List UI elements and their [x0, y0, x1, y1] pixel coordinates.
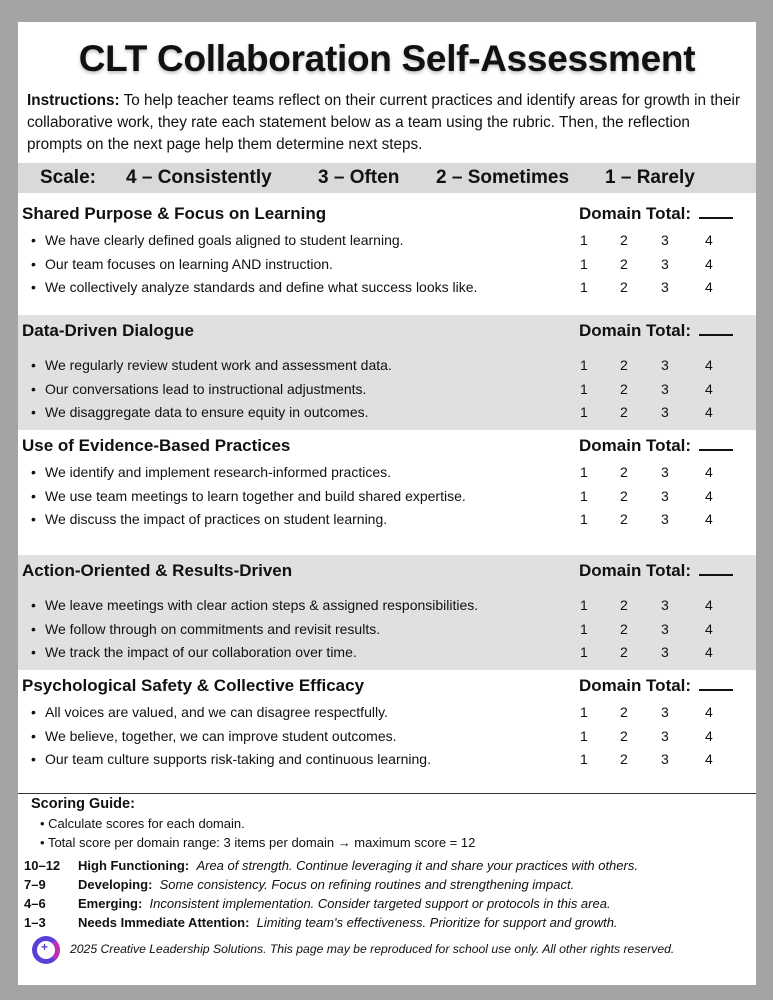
rating-option[interactable]: 4	[705, 404, 713, 420]
rating-option[interactable]: 2	[620, 487, 628, 504]
statement-item: • We disaggregate data to ensure equity in outcomes.	[31, 404, 369, 420]
domain-total[interactable]: Domain Total:	[579, 204, 733, 224]
rating-option[interactable]: 4	[705, 380, 713, 397]
scoring-level: 7–9 Developing: Some consistency. Focus on refining routines and strengthening impact.	[24, 877, 575, 892]
domain-total[interactable]: Domain Total:	[579, 676, 733, 696]
rating-option[interactable]: 4	[705, 487, 713, 504]
rating-option[interactable]: 1	[580, 380, 588, 397]
rating-option[interactable]: 1	[580, 357, 588, 373]
rating-option[interactable]: 2	[620, 404, 628, 420]
domain-section	[18, 430, 756, 555]
rating-option[interactable]: 3	[661, 380, 669, 397]
scoring-bullet: • Calculate scores for each domain.	[40, 816, 245, 831]
scale-level: 3 – Often	[318, 167, 400, 188]
rating-option[interactable]: 1	[580, 464, 588, 480]
rating-option[interactable]: 3	[661, 464, 669, 480]
statement-item: • We have clearly defined goals aligned to student learning.	[31, 232, 404, 248]
rating-option[interactable]: 4	[705, 704, 713, 720]
rating-option[interactable]: 3	[661, 255, 669, 272]
divider	[18, 793, 756, 794]
domain-title: Action-Oriented & Results-Driven	[22, 561, 293, 580]
rating-option[interactable]: 3	[661, 751, 669, 767]
scoring-level: 1–3 Needs Immediate Attention: Limiting team's effectiveness. Prioritize for support and growth.	[24, 915, 618, 930]
rating-option[interactable]: 4	[705, 620, 713, 637]
rating-option[interactable]: 1	[580, 487, 588, 504]
rating-option[interactable]: 2	[620, 727, 628, 744]
rating-option[interactable]: 2	[620, 464, 628, 480]
statement-item: • We leave meetings with clear action steps & assigned responsibilities.	[31, 597, 479, 613]
rating-option[interactable]: 3	[661, 404, 669, 420]
domain-total-blank[interactable]	[699, 677, 733, 691]
domain-total-blank[interactable]	[699, 562, 733, 576]
rating-option[interactable]: 2	[620, 751, 628, 767]
rating-option[interactable]: 4	[705, 464, 713, 480]
domain-section	[18, 555, 756, 670]
rating-option[interactable]: 3	[661, 357, 669, 373]
rating-option[interactable]: 2	[620, 279, 628, 295]
statement-item: • Our team focuses on learning AND instruction.	[31, 255, 333, 272]
rating-option[interactable]: 1	[580, 644, 588, 660]
rating-option[interactable]: 1	[580, 232, 588, 248]
rating-option[interactable]: 1	[580, 751, 588, 767]
rating-option[interactable]: 3	[661, 511, 669, 527]
rating-option[interactable]: 4	[705, 279, 713, 295]
rating-option[interactable]: 2	[620, 644, 628, 660]
instructions-label: Instructions:	[27, 92, 120, 109]
scale-level: 4 – Consistently	[126, 167, 272, 188]
rating-option[interactable]: 1	[580, 255, 588, 272]
rating-option[interactable]: 4	[705, 644, 713, 660]
rating-option[interactable]: 4	[705, 232, 713, 248]
domain-title: Data-Driven Dialogue	[22, 321, 194, 340]
rating-option[interactable]: 1	[580, 511, 588, 527]
domain-total[interactable]: Domain Total:	[579, 321, 733, 341]
scoring-level: 4–6 Emerging: Inconsistent implementation. Consider targeted support or protocols in this area.	[24, 896, 611, 911]
statement-item: • All voices are valued, and we can disagree respectfully.	[31, 704, 388, 720]
domain-section	[18, 198, 756, 315]
rating-option[interactable]: 1	[580, 620, 588, 637]
rating-option[interactable]: 4	[705, 727, 713, 744]
rating-option[interactable]: 4	[705, 357, 713, 373]
statement-item: • Our conversations lead to instructional adjustments.	[31, 380, 367, 397]
scale-level: 1 – Rarely	[605, 167, 695, 188]
page-title: CLT Collaboration Self-Assessment	[78, 38, 696, 79]
rating-option[interactable]: 2	[620, 232, 628, 248]
rating-option[interactable]: 3	[661, 704, 669, 720]
rating-option[interactable]: 2	[620, 704, 628, 720]
rating-option[interactable]: 3	[661, 279, 669, 295]
rating-option[interactable]: 2	[620, 511, 628, 527]
footer-copyright: 2025 Creative Leadership Solutions. This page may be reproduced for school use only. All other rights reserved.	[70, 942, 675, 956]
domain-section	[18, 315, 756, 430]
rating-option[interactable]: 1	[580, 279, 588, 295]
creative-leadership-logo-icon	[32, 936, 60, 964]
scoring-guide-title: Scoring Guide:	[31, 796, 135, 812]
rating-option[interactable]: 3	[661, 487, 669, 504]
rating-option[interactable]: 1	[580, 727, 588, 744]
rating-option[interactable]: 3	[661, 597, 669, 613]
instructions-text: To help teacher teams reflect on their current practices and identify areas for growth in their collaborative work, they rate each statement below as a team using the rubric. Then, the reflection prompts on the next page help them determine next steps.	[27, 92, 741, 153]
statement-item: • We regularly review student work and assessment data.	[31, 357, 392, 373]
assessment-page	[18, 22, 756, 985]
scale-label: Scale:	[40, 167, 96, 188]
domain-total-blank[interactable]	[699, 437, 733, 451]
statement-item: • We use team meetings to learn together and build shared expertise.	[31, 487, 466, 504]
rating-option[interactable]: 2	[620, 357, 628, 373]
rating-option[interactable]: 3	[661, 727, 669, 744]
rating-option[interactable]: 1	[580, 704, 588, 720]
statement-item: • We identify and implement research-informed practices.	[31, 464, 392, 480]
rating-option[interactable]: 4	[705, 511, 713, 527]
rating-option[interactable]: 3	[661, 644, 669, 660]
statement-item: • We believe, together, we can improve student outcomes.	[31, 727, 397, 744]
statement-item: • We follow through on commitments and revisit results.	[31, 620, 381, 637]
rating-option[interactable]: 2	[620, 380, 628, 397]
rating-option[interactable]: 2	[620, 620, 628, 637]
scale-level: 2 – Sometimes	[436, 167, 570, 188]
domain-total[interactable]: Domain Total:	[579, 561, 733, 581]
domain-title: Psychological Safety & Collective Efficacy	[22, 676, 365, 695]
instructions	[27, 90, 747, 156]
domain-title: Shared Purpose & Focus on Learning	[22, 204, 327, 223]
domain-section	[18, 670, 756, 790]
rating-option[interactable]: 1	[580, 597, 588, 613]
rating-option[interactable]: 4	[705, 751, 713, 767]
rating-option[interactable]: 3	[661, 232, 669, 248]
statement-item: • We collectively analyze standards and define what success looks like.	[31, 279, 478, 295]
rating-option[interactable]: 4	[705, 255, 713, 272]
rating-option[interactable]: 4	[705, 597, 713, 613]
scoring-level: 10–12 High Functioning: Area of strength. Continue leveraging it and share your practices with others.	[24, 858, 638, 873]
domain-title: Use of Evidence-Based Practices	[22, 436, 291, 455]
scoring-bullet: • Total score per domain range: 3 items per domain → maximum score = 12	[40, 835, 476, 850]
rating-option[interactable]: 2	[620, 597, 628, 613]
rating-option[interactable]: 2	[620, 255, 628, 272]
statement-item: • We track the impact of our collaboration over time.	[31, 644, 357, 660]
rating-option[interactable]: 1	[580, 404, 588, 420]
statement-item: • We discuss the impact of practices on student learning.	[31, 511, 388, 527]
statement-item: • Our team culture supports risk-taking and continuous learning.	[31, 751, 431, 767]
rating-option[interactable]: 3	[661, 620, 669, 637]
domain-total[interactable]: Domain Total:	[579, 436, 733, 456]
scale-bar	[18, 163, 756, 193]
domain-total-blank[interactable]	[699, 205, 733, 219]
domain-total-blank[interactable]	[699, 322, 733, 336]
